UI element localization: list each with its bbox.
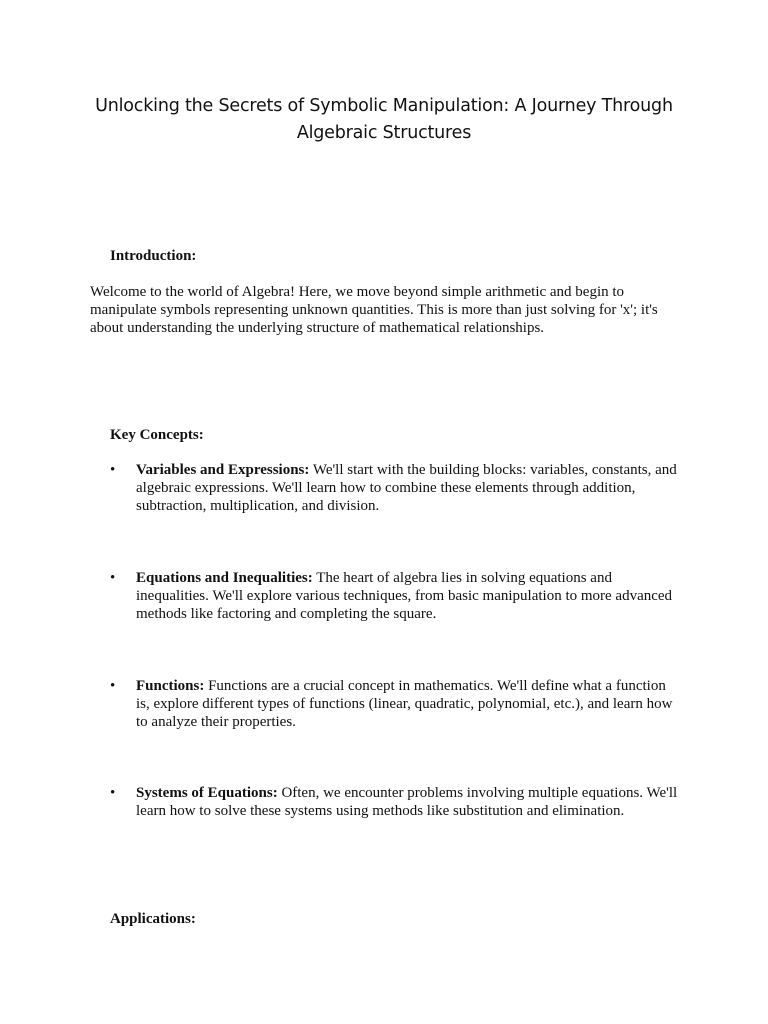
list-item-body — [136, 569, 680, 624]
list-item-functions — [110, 677, 680, 732]
bullet-icon: • — [110, 570, 116, 586]
list-item-body — [136, 677, 680, 732]
list-item-body — [136, 784, 680, 820]
list-item-term: Systems of Equations: — [136, 785, 278, 801]
list-item-equations-and-inequalities — [110, 569, 680, 624]
document-title: Unlocking the Secrets of Symbolic Manipulation: A Journey Through Algebraic Structures — [95, 96, 673, 143]
list-item-systems-of-equations — [110, 784, 680, 820]
list-item-text: We'll start with the building blocks: variables, constants, and algebraic expressions. We'll learn how to combine these elements through addition, subtraction, multiplication, and division. — [136, 462, 677, 515]
key-concepts-heading: Key Concepts: — [110, 427, 204, 443]
list-item-term: Variables and Expressions: — [136, 462, 310, 478]
bullet-icon: • — [110, 678, 116, 694]
introduction-paragraph: Welcome to the world of Algebra! Here, we move beyond simple arithmetic and begin to manipulate symbols representing unknown quantities. This is more than just solving for 'x'; it's about understanding the underlying structure of mathematical relationships. — [90, 284, 658, 337]
list-item-term: Functions: — [136, 678, 205, 694]
applications-heading: Applications: — [110, 911, 196, 927]
introduction-heading: Introduction: — [110, 248, 197, 264]
bullet-icon: • — [110, 462, 116, 478]
list-item-text: Often, we encounter problems involving multiple equations. We'll learn how to solve these systems using methods like substitution and elimination. — [136, 785, 678, 820]
list-item-body — [136, 461, 680, 516]
list-item-text: The heart of algebra lies in solving equations and inequalities. We'll explore various techniques, from basic manipulation to more advanced methods like factoring and completing the square. — [136, 570, 673, 623]
list-item-term: Equations and Inequalities: — [136, 570, 313, 586]
list-item-text: Functions are a crucial concept in mathematics. We'll define what a function is, explore different types of functions (linear, quadratic, polynomial, etc.), and learn how to analyze their properties. — [136, 678, 673, 731]
list-item-variables-and-expressions — [110, 461, 680, 516]
bullet-icon: • — [110, 785, 116, 801]
